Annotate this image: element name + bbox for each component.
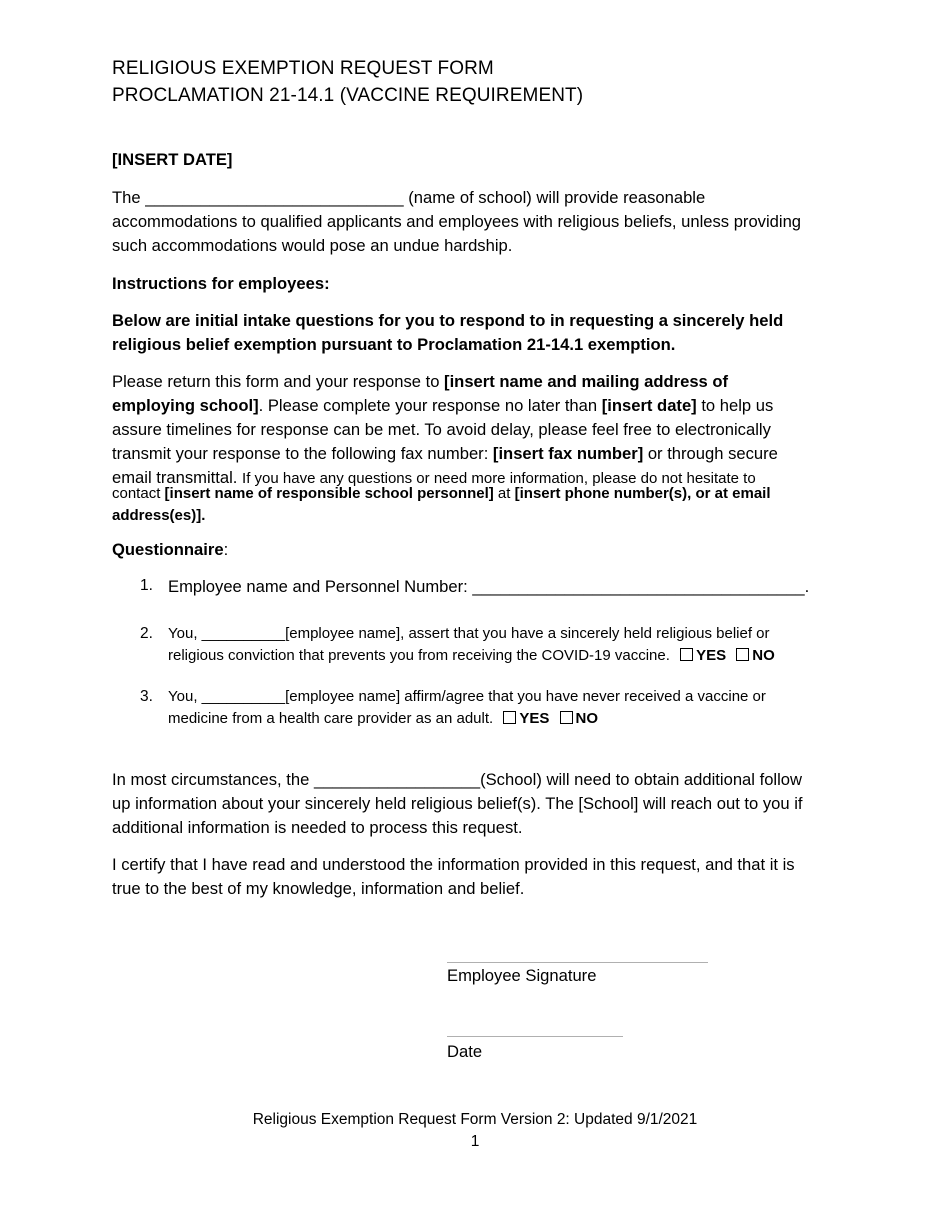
- page-number: 1: [470, 1133, 480, 1150]
- question-2-no-checkbox[interactable]: [736, 648, 749, 661]
- question-3-number: 3.: [140, 688, 153, 705]
- employee-signature-line[interactable]: [447, 962, 708, 963]
- question-2-yes-checkbox[interactable]: [680, 648, 693, 661]
- intro-line-1: The ____________________________ (name of school) will provide reasonable: [112, 188, 706, 207]
- return-line-3: assure timelines for response can be met. To avoid delay, please feel free to electronically: [112, 420, 771, 439]
- question-3-line-2: medicine from a health care provider as an adult. YES NO: [168, 710, 599, 727]
- followup-paragraph: [112, 768, 848, 840]
- question-3-no-label: NO: [575, 710, 599, 727]
- form-title: RELIGIOUS EXEMPTION REQUEST FORM: [112, 58, 494, 79]
- instructions-line-1: Below are initial intake questions for you to respond to in requesting a sincerely held: [112, 311, 784, 330]
- question-2-yes-label: YES: [696, 647, 727, 664]
- question-3-no-checkbox[interactable]: [560, 711, 573, 724]
- question-2-line-2: religious conviction that prevents you from receiving the COVID-19 vaccine. YES NO: [168, 647, 775, 664]
- return-line-4: transmit your response to the following fax number: [insert fax number] or through secure: [112, 444, 778, 463]
- question-2-line-1: You, __________[employee name], assert that you have a sincerely held religious belief or: [168, 625, 770, 642]
- question-3-yes-checkbox[interactable]: [503, 711, 516, 724]
- return-line-1: Please return this form and your response to [insert name and mailing address of: [112, 372, 729, 391]
- intro-line-2: accommodations to qualified applicants and employees with religious beliefs, unless providing: [112, 212, 802, 231]
- question-1-number: 1.: [140, 577, 153, 594]
- instructions-heading: Instructions for employees:: [112, 274, 330, 293]
- return-line-6: contact [insert name of responsible school personnel] at [insert phone number(s), or at email: [112, 485, 771, 502]
- question-2-no-label: NO: [752, 647, 775, 664]
- date-placeholder: [INSERT DATE]: [112, 150, 233, 169]
- return-line-7: address(es)].: [112, 507, 206, 524]
- certify-line-2: true to the best of my knowledge, information and belief.: [112, 879, 525, 898]
- certify-line-1: I certify that I have read and understood the information provided in this request, and that it is: [112, 855, 795, 874]
- followup-line-1: In most circumstances, the __________________(School) will need to obtain additional follow: [112, 770, 803, 789]
- intro-paragraph: [112, 186, 848, 258]
- date-signature-line[interactable]: [447, 1036, 623, 1037]
- return-paragraph-contact: [112, 483, 848, 527]
- followup-line-3: additional information is needed to process this request.: [112, 818, 523, 837]
- return-line-5: email transmittal. If you have any questions or need more information, please do not hesitate to: [112, 468, 756, 487]
- questionnaire-heading: Questionnaire:: [112, 540, 229, 559]
- footer-version: Religious Exemption Request Form Version 2: Updated 9/1/2021: [252, 1111, 698, 1128]
- question-1-text: Employee name and Personnel Number: ____________________________________.: [168, 577, 810, 596]
- instructions-paragraph: [112, 309, 848, 357]
- question-2-number: 2.: [140, 625, 153, 642]
- form-subtitle: PROCLAMATION 21-14.1 (VACCINE REQUIREMENT): [112, 85, 584, 106]
- certify-paragraph: [112, 853, 848, 901]
- return-line-2: employing school]. Please complete your response no later than [insert date] to help us: [112, 396, 774, 415]
- question-3-yes-label: YES: [519, 710, 550, 727]
- question-3-line-1: You, __________[employee name] affirm/agree that you have never received a vaccine or: [168, 688, 766, 705]
- instructions-line-2: religious belief exemption pursuant to Proclamation 21-14.1 exemption.: [112, 335, 676, 354]
- date-label: Date: [447, 1042, 483, 1061]
- employee-signature-label: Employee Signature: [447, 966, 597, 985]
- return-paragraph: [112, 370, 848, 490]
- intro-line-3: such accommodations would pose an undue hardship.: [112, 236, 513, 255]
- followup-line-2: up information about your sincerely held religious belief(s). The [School] will reach out to you if: [112, 794, 803, 813]
